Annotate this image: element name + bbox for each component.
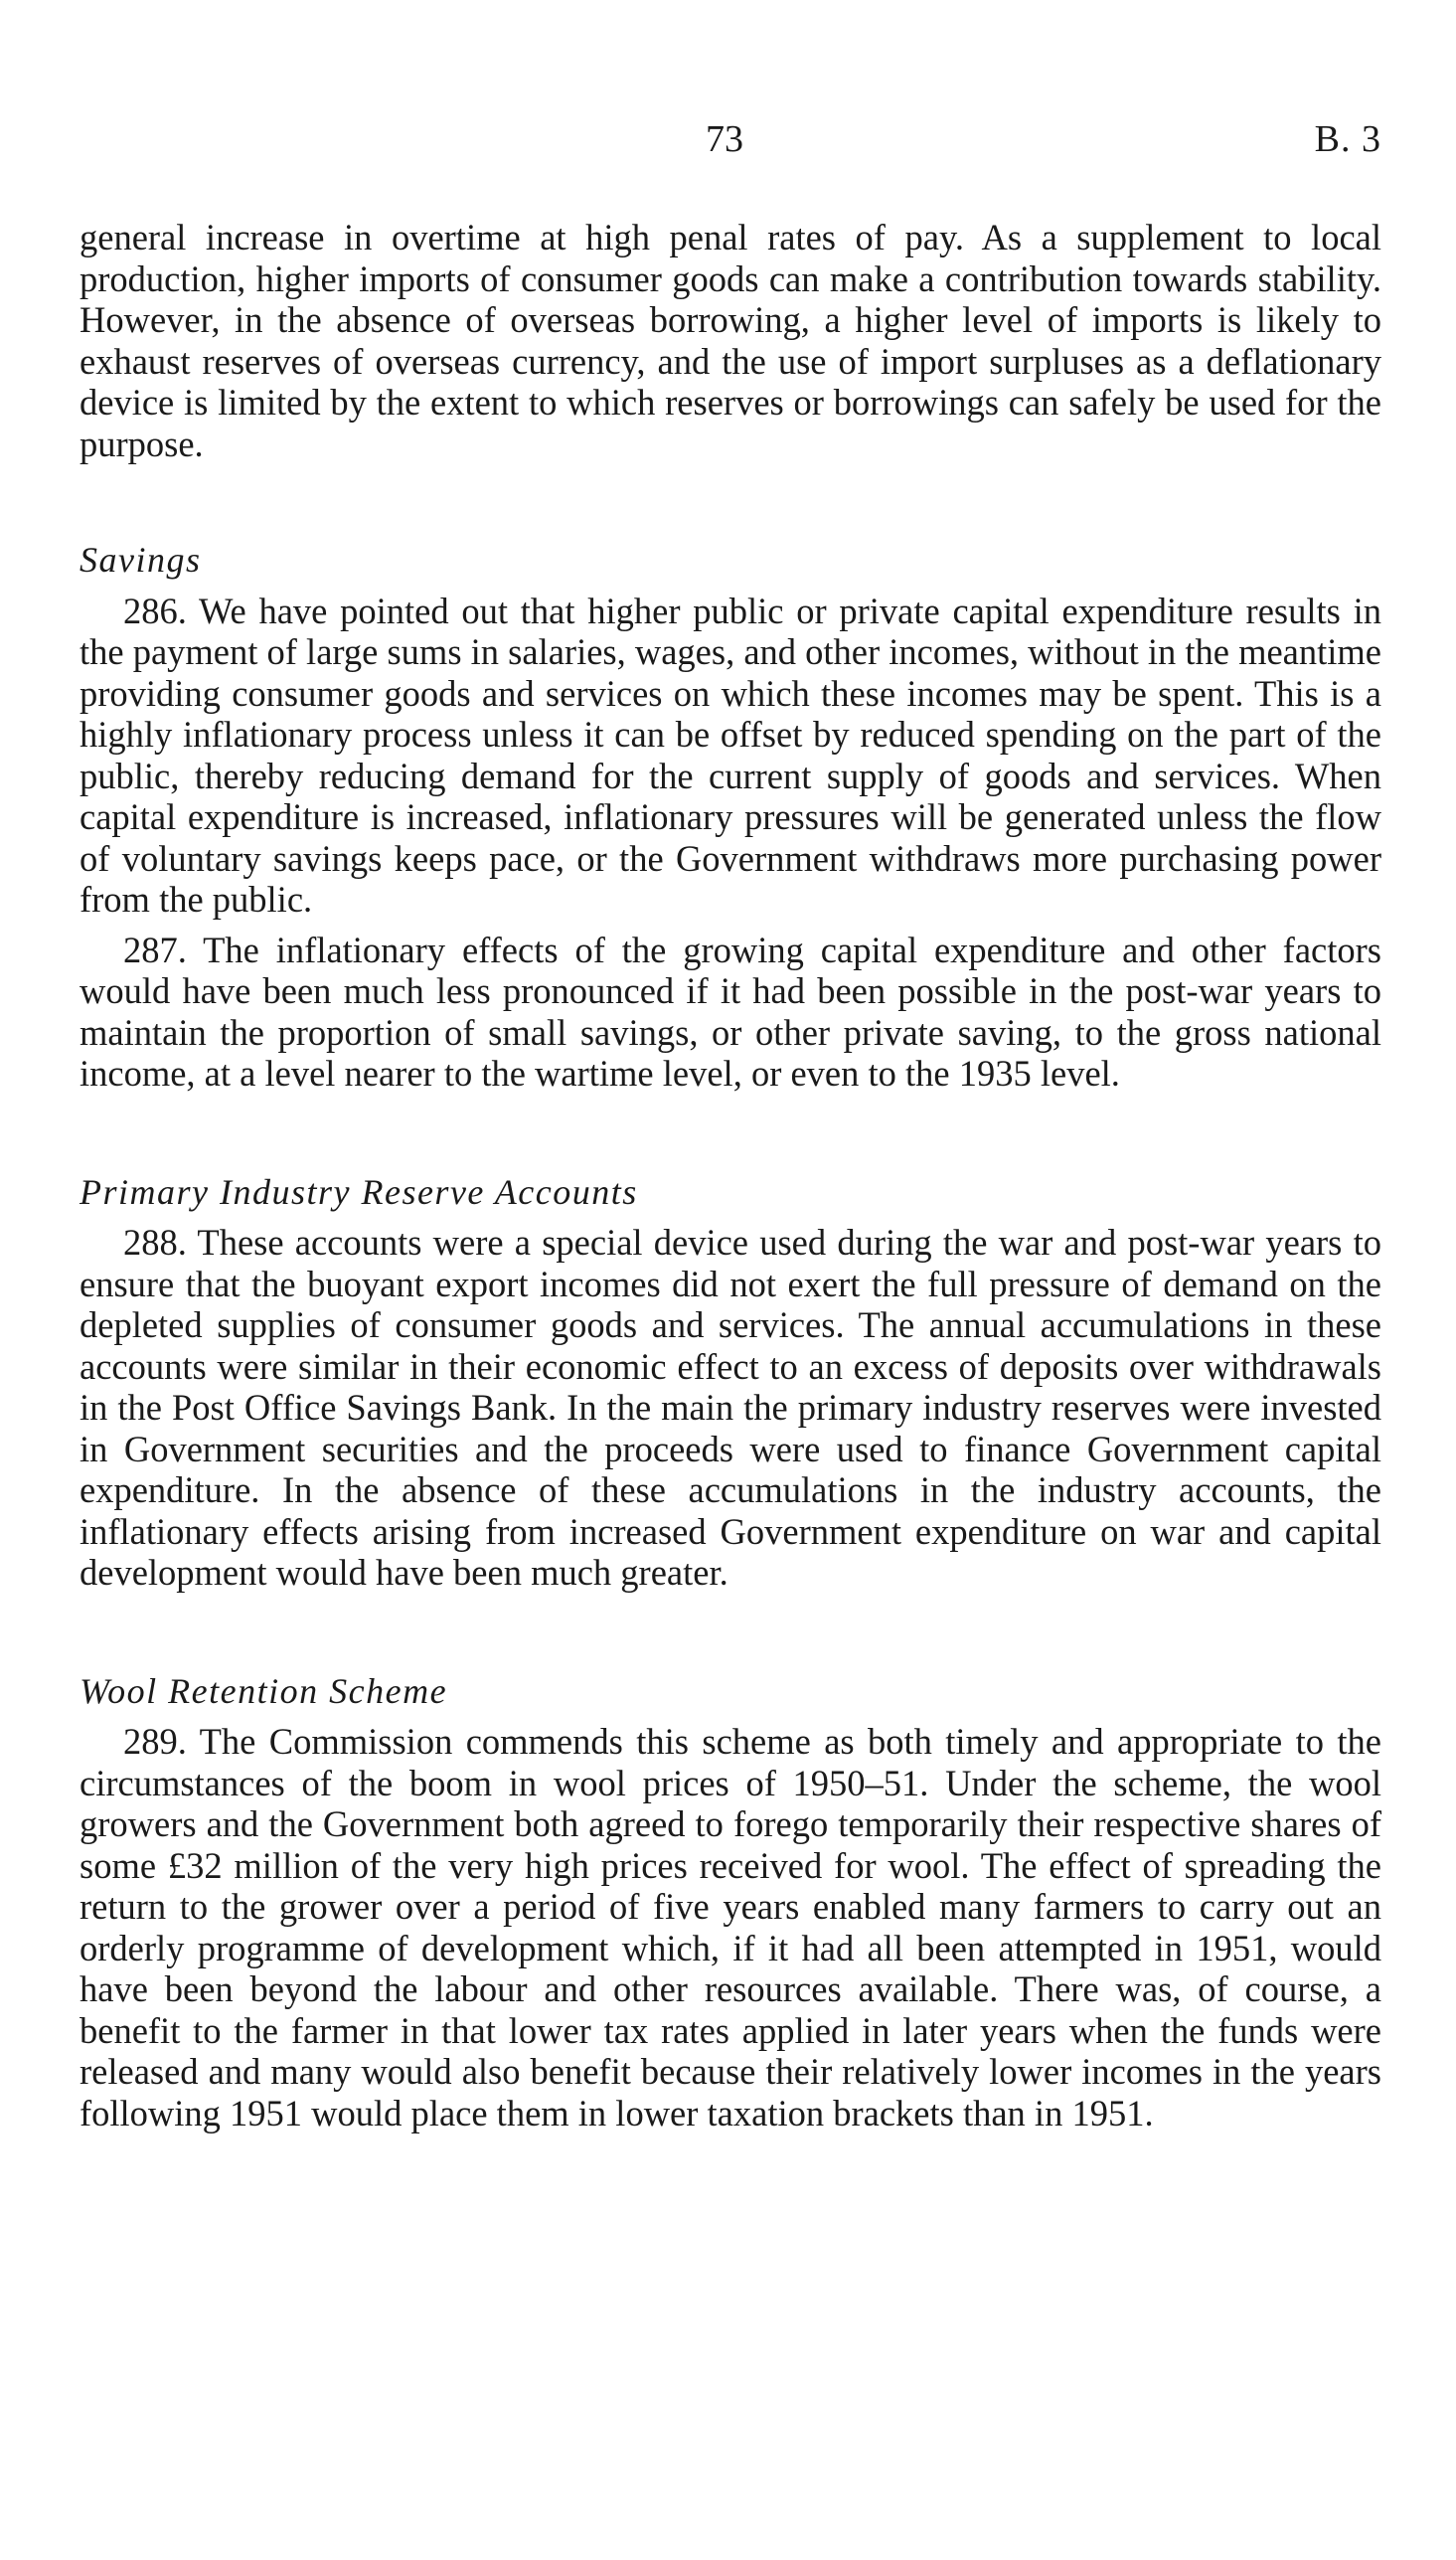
running-header — [80, 117, 1381, 177]
section-wool-retention-scheme — [80, 1671, 1381, 2134]
paragraph-289: 289. The Commission commends this scheme as both timely and appropriate to the circumstances of the boom in wool prices of 1950–51. Under the scheme, the wool growers and the Government both agreed to forego temporarily their respective shares of some £32 million of the very high prices received for wool. The effect of spreading the return to the grower over a period of five years enabled many farmers to carry out an orderly programme of development which, if it had all been attempted in 1951, would have been beyond the labour and other resources available. There was, of course, a benefit to the farmer in that lower tax rates applied in later years when the funds were released and many would also benefit because their relatively lower incomes in the years following 1951 would place them in lower taxation brackets than in 1951. — [80, 1721, 1381, 2133]
section-primary-industry-reserve-accounts — [80, 1172, 1381, 1594]
section-heading: Primary Industry Reserve Accounts — [80, 1171, 638, 1212]
document-body — [80, 217, 1381, 2133]
paragraph-287: 287. The inflationary effects of the growing capital expenditure and other factors would have been much less pronounced if it had been possible in the post-war years to maintain the proportion of small savings, or other private saving, to the gross national income, at a level nearer to the wartime level, or even to the 1935 level. — [80, 929, 1381, 1094]
section-savings — [80, 540, 1381, 1095]
paper-reference: B. 3 — [1314, 118, 1381, 160]
paragraph-286: 286. We have pointed out that higher public or private capital expenditure results in the payment of large sums in salaries, wages, and other incomes, without in the meantime providing consumer goods and services on which these incomes may be spent. This is a highly inflationary process unless it can be offset by reduced spending on the part of the public, thereby reducing demand for the current supply of goods and services. When capital expenditure is increased, inflationary pressures will be generated unless the flow of voluntary savings keeps pace, or the Government withdraws more purchasing power from the public. — [80, 590, 1381, 920]
section-heading: Wool Retention Scheme — [80, 1670, 448, 1711]
page-number: 73 — [706, 118, 743, 160]
paragraph-288: 288. These accounts were a special device used during the war and post-war years to ensure that the buoyant export incomes did not exert the full pressure of demand on the depleted supplies of consumer goods and services. The annual accumulations in these accounts were similar in their economic effect to an excess of deposits over withdrawals in the Post Office Savings Bank. In the main the primary industry reserves were invested in Government securities and the proceeds were used to finance Government capital expenditure. In the absence of these accumulations in the industry accounts, the inflationary effects arising from increased Government expenditure on war and capital development would have been much greater. — [80, 1222, 1381, 1593]
intro-paragraph: general increase in overtime at high penal rates of pay. As a supplement to local production, higher imports of consumer goods can make a contribution towards stability. However, in the absence of overseas borrowing, a higher level of imports is likely to exhaust reserves of overseas currency, and the use of import surpluses as a deflationary device is limited by the extent to which reserves or borrowings can safely be used for the purpose. — [80, 217, 1381, 464]
section-heading: Savings — [80, 540, 202, 580]
